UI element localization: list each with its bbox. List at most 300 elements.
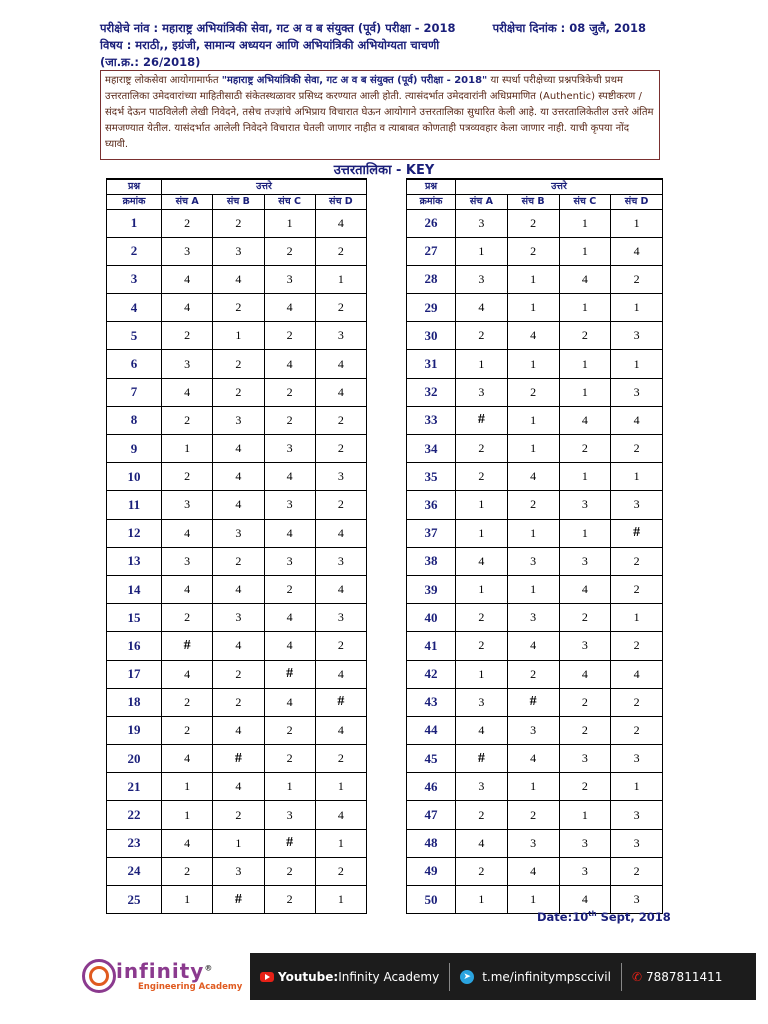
- answer-cell: 2: [456, 463, 508, 491]
- header-set-c: संच C: [264, 194, 315, 209]
- answer-cell: 1: [456, 660, 508, 688]
- question-number: 3: [107, 265, 162, 293]
- table-row: [407, 547, 663, 575]
- answer-cell: 1: [611, 773, 663, 801]
- answer-cell: 3: [213, 604, 264, 632]
- answer-cell: 4: [315, 801, 366, 829]
- answer-cell: 2: [264, 378, 315, 406]
- answer-cell: 2: [611, 575, 663, 603]
- answer-cell: 4: [264, 519, 315, 547]
- header-answers: उत्तरे: [456, 179, 663, 194]
- answer-cell: 2: [611, 688, 663, 716]
- answer-cell: 4: [264, 688, 315, 716]
- table-row: [107, 801, 367, 829]
- table-row: [407, 575, 663, 603]
- answer-cell: 2: [559, 716, 611, 744]
- answer-cell: 4: [213, 491, 264, 519]
- answer-cell: 4: [264, 604, 315, 632]
- question-number: 7: [107, 378, 162, 406]
- table-row: [407, 632, 663, 660]
- answer-cell: 4: [315, 350, 366, 378]
- answer-cell: 2: [315, 632, 366, 660]
- answer-cell: 4: [315, 716, 366, 744]
- notice-box: [100, 70, 660, 160]
- question-number: 43: [407, 688, 456, 716]
- answer-cell: 4: [162, 378, 213, 406]
- question-number: 49: [407, 857, 456, 885]
- answer-cell: 2: [162, 604, 213, 632]
- answer-cell: 3: [315, 547, 366, 575]
- answer-cell: #: [162, 632, 213, 660]
- answer-cell: 2: [213, 688, 264, 716]
- table-row: [407, 294, 663, 322]
- question-number: 4: [107, 294, 162, 322]
- answer-cell: 2: [264, 745, 315, 773]
- notice-text-start: महाराष्ट्र लोकसेवा आयोगामार्फत: [105, 75, 222, 86]
- answer-cell: 3: [611, 829, 663, 857]
- question-number: 35: [407, 463, 456, 491]
- answer-cell: 3: [315, 604, 366, 632]
- answer-cell: 3: [611, 322, 663, 350]
- phone-contact[interactable]: [622, 953, 732, 1000]
- answer-cell: #: [507, 688, 559, 716]
- answer-cell: 2: [611, 857, 663, 885]
- question-number: 6: [107, 350, 162, 378]
- answer-cell: 1: [507, 773, 559, 801]
- header-set-b: संच B: [213, 194, 264, 209]
- exam-date: परीक्षेचा दिनांक : 08 जुलै, 2018: [492, 21, 646, 35]
- phone-icon: ✆: [631, 969, 643, 984]
- question-number: 22: [107, 801, 162, 829]
- answer-cell: 4: [559, 660, 611, 688]
- answer-cell: 1: [315, 265, 366, 293]
- answer-cell: 3: [213, 519, 264, 547]
- answer-cell: 4: [162, 829, 213, 857]
- question-number: 20: [107, 745, 162, 773]
- answer-cell: 2: [264, 886, 315, 914]
- answer-cell: 2: [507, 660, 559, 688]
- table-row: [107, 857, 367, 885]
- table-row: [407, 660, 663, 688]
- table-row: [407, 773, 663, 801]
- question-number: 10: [107, 463, 162, 491]
- question-number: 50: [407, 886, 456, 914]
- answer-cell: #: [611, 519, 663, 547]
- answer-cell: 1: [264, 209, 315, 237]
- answer-cell: 1: [456, 886, 508, 914]
- answer-cell: 4: [559, 886, 611, 914]
- question-number: 18: [107, 688, 162, 716]
- answer-cell: 2: [456, 604, 508, 632]
- answer-cell: 3: [611, 745, 663, 773]
- answer-cell: 2: [213, 547, 264, 575]
- table-row: [107, 209, 367, 237]
- answer-cell: 2: [456, 435, 508, 463]
- table-row: [407, 378, 663, 406]
- answer-cell: 3: [264, 547, 315, 575]
- answer-cell: 4: [315, 209, 366, 237]
- answer-cell: 2: [162, 688, 213, 716]
- answer-cell: 3: [559, 547, 611, 575]
- question-number: 5: [107, 322, 162, 350]
- answer-cell: 3: [507, 829, 559, 857]
- phone-number: 7887811411: [646, 969, 723, 984]
- answer-cell: 2: [507, 209, 559, 237]
- question-number: 1: [107, 209, 162, 237]
- answer-cell: 1: [315, 886, 366, 914]
- table-row: [107, 322, 367, 350]
- answer-cell: 4: [559, 575, 611, 603]
- answer-table-right: [406, 178, 663, 914]
- answer-cell: 1: [162, 886, 213, 914]
- answer-cell: 2: [315, 491, 366, 519]
- question-number: 47: [407, 801, 456, 829]
- answer-cell: 3: [456, 378, 508, 406]
- answer-cell: 1: [456, 575, 508, 603]
- answer-table-left: [106, 178, 367, 914]
- question-number: 16: [107, 632, 162, 660]
- answer-cell: 3: [162, 491, 213, 519]
- answer-cell: 2: [213, 660, 264, 688]
- answer-cell: 3: [315, 322, 366, 350]
- academy-emblem-icon: [82, 959, 116, 993]
- answer-cell: 4: [264, 632, 315, 660]
- answer-cell: 3: [264, 801, 315, 829]
- table-row: [407, 745, 663, 773]
- answer-cell: 2: [213, 350, 264, 378]
- table-row: [107, 237, 367, 265]
- answer-cell: 2: [507, 237, 559, 265]
- answer-cell: 2: [456, 801, 508, 829]
- table-row: [107, 463, 367, 491]
- header-question: प्रश्न: [107, 179, 162, 194]
- header-answers: उत्तरे: [162, 179, 367, 194]
- answer-cell: 2: [315, 857, 366, 885]
- question-number: 14: [107, 575, 162, 603]
- answer-cell: 2: [264, 406, 315, 434]
- header-set-c: संच C: [559, 194, 611, 209]
- answer-cell: 1: [213, 829, 264, 857]
- answer-cell: 3: [559, 857, 611, 885]
- answer-cell: 1: [507, 519, 559, 547]
- answer-cell: 1: [456, 350, 508, 378]
- answer-cell: 1: [559, 237, 611, 265]
- table-row: [107, 688, 367, 716]
- answer-cell: 3: [213, 237, 264, 265]
- answer-cell: 4: [162, 294, 213, 322]
- answer-cell: 3: [456, 773, 508, 801]
- question-number: 21: [107, 773, 162, 801]
- answer-cell: 4: [162, 519, 213, 547]
- answer-cell: 2: [213, 294, 264, 322]
- answer-cell: 2: [456, 857, 508, 885]
- table-row: [407, 322, 663, 350]
- answer-cell: 4: [507, 322, 559, 350]
- answer-cell: 2: [456, 322, 508, 350]
- question-number: 33: [407, 406, 456, 434]
- answer-cell: 2: [264, 857, 315, 885]
- answer-cell: 3: [611, 801, 663, 829]
- question-number: 48: [407, 829, 456, 857]
- question-number: 36: [407, 491, 456, 519]
- table-row: [107, 829, 367, 857]
- header-set-a: संच A: [456, 194, 508, 209]
- answer-cell: 4: [162, 575, 213, 603]
- question-number: 8: [107, 406, 162, 434]
- question-number: 40: [407, 604, 456, 632]
- question-number: 44: [407, 716, 456, 744]
- answer-cell: 3: [264, 265, 315, 293]
- answer-cell: 1: [507, 575, 559, 603]
- answer-cell: 2: [162, 857, 213, 885]
- answer-cell: 3: [611, 378, 663, 406]
- brand-name: [116, 959, 242, 984]
- table-row: [107, 716, 367, 744]
- answer-cell: 4: [162, 265, 213, 293]
- answer-cell: 1: [507, 886, 559, 914]
- answer-cell: 3: [559, 632, 611, 660]
- answer-cell: 4: [213, 575, 264, 603]
- answer-cell: 4: [611, 406, 663, 434]
- exam-header: [100, 20, 660, 71]
- table-row: [407, 491, 663, 519]
- answer-cell: 3: [611, 886, 663, 914]
- brand-subtitle: Engineering Academy: [138, 982, 243, 993]
- answer-cell: 2: [559, 604, 611, 632]
- table-row: [407, 265, 663, 293]
- answer-cell: 1: [213, 322, 264, 350]
- answer-cell: 2: [611, 435, 663, 463]
- telegram-icon: ➤: [460, 970, 474, 984]
- table-row: [407, 435, 663, 463]
- footer-banner: [12, 953, 756, 1000]
- answer-cell: 1: [559, 378, 611, 406]
- table-row: [107, 575, 367, 603]
- answer-cell: 1: [507, 265, 559, 293]
- answer-cell: 3: [507, 604, 559, 632]
- table-row: [107, 547, 367, 575]
- answer-cell: 2: [315, 406, 366, 434]
- answer-cell: 4: [559, 265, 611, 293]
- answer-cell: 1: [559, 209, 611, 237]
- answer-cell: 4: [213, 265, 264, 293]
- answer-cell: 3: [507, 547, 559, 575]
- brand-name-text: infinity: [116, 959, 205, 984]
- answer-cell: 2: [213, 209, 264, 237]
- table-row: [107, 660, 367, 688]
- table-row: [407, 237, 663, 265]
- telegram-link[interactable]: [450, 953, 621, 1000]
- answer-cell: 3: [507, 716, 559, 744]
- header-set-a: संच A: [162, 194, 213, 209]
- question-number: 42: [407, 660, 456, 688]
- answer-cell: 4: [507, 745, 559, 773]
- answer-cell: 2: [162, 322, 213, 350]
- answer-cell: 4: [456, 294, 508, 322]
- answer-cell: 3: [456, 688, 508, 716]
- answer-cell: 4: [559, 406, 611, 434]
- notice-text-rest: या स्पर्धा परीक्षेच्या प्रश्नपत्रिकेची प्रथम उत्तरतालिका उमेदवारांच्या माहितीसाठी संकेतस्थळावर प्रसिध्द करण्यात आली होती. त्यासंदर्भात उमेदवारांनी अधिप्रमाणित (Authentic) स्पष्टीकरण / संदर्भ देऊन पाठविलेली लेखी निवेदने, तसेच तज्ज्ञांचे अभिप्राय विचारात घेऊन आयोगाने उत्तरतालिका सुधारित केली आहे. या उत्तरतालिकेतील उत्तरे अंतिम समजण्यात येतील. यासंदर्भात आलेली निवेदने विचारात घेतली जाणार नाहीत व त्याबाबत कोणताही पत्रव्यवहार केला जाणार नाही. याची कृपया नोंद घ्यावी.: [105, 75, 654, 150]
- youtube-link[interactable]: [250, 953, 449, 1000]
- answer-cell: 2: [315, 745, 366, 773]
- answer-cell: 3: [162, 547, 213, 575]
- answer-cell: 2: [264, 575, 315, 603]
- answer-cell: 3: [611, 491, 663, 519]
- answer-cell: 2: [264, 322, 315, 350]
- header-set-b: संच B: [507, 194, 559, 209]
- answer-cell: 3: [559, 829, 611, 857]
- answer-cell: 1: [559, 519, 611, 547]
- header-question-number: क्रमांक: [107, 194, 162, 209]
- answer-cell: 4: [456, 547, 508, 575]
- table-row: [107, 773, 367, 801]
- header-set-d: संच D: [611, 194, 663, 209]
- question-number: 45: [407, 745, 456, 773]
- answer-cell: #: [456, 406, 508, 434]
- answer-cell: 1: [315, 773, 366, 801]
- answer-cell: 2: [315, 237, 366, 265]
- table-row: [407, 829, 663, 857]
- answer-cell: 2: [507, 801, 559, 829]
- answer-cell: 3: [456, 265, 508, 293]
- answer-cell: 2: [611, 632, 663, 660]
- answer-cell: 4: [213, 632, 264, 660]
- question-number: 30: [407, 322, 456, 350]
- table-row: [107, 435, 367, 463]
- revision-date: [537, 910, 671, 924]
- table-row: [107, 265, 367, 293]
- answer-cell: 1: [162, 801, 213, 829]
- question-number: 25: [107, 886, 162, 914]
- answer-cell: 2: [264, 716, 315, 744]
- question-number: 19: [107, 716, 162, 744]
- answer-cell: 3: [162, 350, 213, 378]
- answer-cell: 2: [507, 378, 559, 406]
- youtube-label: Youtube:: [278, 969, 339, 984]
- answer-cell: 4: [456, 716, 508, 744]
- answer-cell: #: [213, 745, 264, 773]
- answer-cell: 4: [162, 745, 213, 773]
- answer-cell: 4: [456, 829, 508, 857]
- answer-cell: 2: [611, 265, 663, 293]
- question-number: 28: [407, 265, 456, 293]
- answer-cell: 2: [559, 773, 611, 801]
- header-question: प्रश्न: [407, 179, 456, 194]
- answer-cell: 4: [315, 519, 366, 547]
- answer-cell: 2: [611, 716, 663, 744]
- answer-cell: 1: [456, 491, 508, 519]
- answer-cell: 4: [507, 857, 559, 885]
- answer-cell: 3: [559, 745, 611, 773]
- table-row: [107, 378, 367, 406]
- question-number: 15: [107, 604, 162, 632]
- answer-cell: 2: [162, 716, 213, 744]
- table-row: [407, 801, 663, 829]
- brand-registered-mark: ®: [204, 963, 214, 973]
- question-number: 26: [407, 209, 456, 237]
- question-number: 12: [107, 519, 162, 547]
- answer-cell: 4: [315, 660, 366, 688]
- answer-cell: 1: [611, 350, 663, 378]
- question-number: 29: [407, 294, 456, 322]
- answer-key-title: उत्तरतालिका - KEY: [333, 163, 435, 178]
- answer-cell: 4: [315, 575, 366, 603]
- table-row: [407, 716, 663, 744]
- answer-cell: 2: [315, 435, 366, 463]
- header-question-number: क्रमांक: [407, 194, 456, 209]
- answer-cell: 1: [611, 209, 663, 237]
- table-row: [407, 857, 663, 885]
- answer-cell: 4: [315, 378, 366, 406]
- question-number: 37: [407, 519, 456, 547]
- answer-cell: 1: [507, 294, 559, 322]
- answer-cell: 1: [507, 435, 559, 463]
- answer-cell: 1: [559, 294, 611, 322]
- table-row: [107, 886, 367, 914]
- answer-cell: 4: [611, 660, 663, 688]
- table-row: [107, 294, 367, 322]
- answer-cell: 3: [559, 491, 611, 519]
- answer-cell: 1: [559, 350, 611, 378]
- question-number: 39: [407, 575, 456, 603]
- table-row: [407, 350, 663, 378]
- answer-cell: 4: [611, 237, 663, 265]
- answer-cell: 3: [264, 435, 315, 463]
- answer-cell: 1: [162, 435, 213, 463]
- table-row: [107, 491, 367, 519]
- answer-cell: 4: [213, 716, 264, 744]
- answer-cell: 3: [162, 237, 213, 265]
- answer-cell: 2: [162, 463, 213, 491]
- question-number: 38: [407, 547, 456, 575]
- table-row: [107, 519, 367, 547]
- table-row: [407, 519, 663, 547]
- table-row: [407, 209, 663, 237]
- revision-date-month-year: Sept, 2018: [596, 910, 671, 924]
- answer-cell: 3: [213, 857, 264, 885]
- question-number: 32: [407, 378, 456, 406]
- answer-cell: 3: [264, 491, 315, 519]
- question-number: 2: [107, 237, 162, 265]
- question-number: 24: [107, 857, 162, 885]
- answer-cell: 4: [213, 435, 264, 463]
- answer-cell: 2: [213, 801, 264, 829]
- question-number: 17: [107, 660, 162, 688]
- question-number: 41: [407, 632, 456, 660]
- telegram-url: t.me/infinitympsccivil: [482, 969, 611, 984]
- exam-name: परीक्षेचे नांव : महाराष्ट्र अभियांत्रिकी सेवा, गट अ व ब संयुक्त (पूर्व) परीक्षा - 2018: [100, 21, 456, 35]
- answer-cell: 1: [611, 463, 663, 491]
- table-row: [407, 406, 663, 434]
- infinity-logo: [12, 953, 250, 1000]
- answer-cell: 4: [264, 294, 315, 322]
- answer-cell: #: [315, 688, 366, 716]
- answer-cell: 4: [507, 463, 559, 491]
- answer-cell: 2: [264, 237, 315, 265]
- answer-cell: 2: [213, 378, 264, 406]
- table-row: [107, 745, 367, 773]
- answer-cell: #: [456, 745, 508, 773]
- answer-cell: 1: [507, 406, 559, 434]
- question-number: 31: [407, 350, 456, 378]
- revision-date-suffix: th: [588, 910, 597, 919]
- answer-cell: #: [213, 886, 264, 914]
- question-number: 9: [107, 435, 162, 463]
- table-row: [407, 688, 663, 716]
- answer-cell: #: [264, 829, 315, 857]
- question-number: 11: [107, 491, 162, 519]
- answer-cell: 1: [611, 604, 663, 632]
